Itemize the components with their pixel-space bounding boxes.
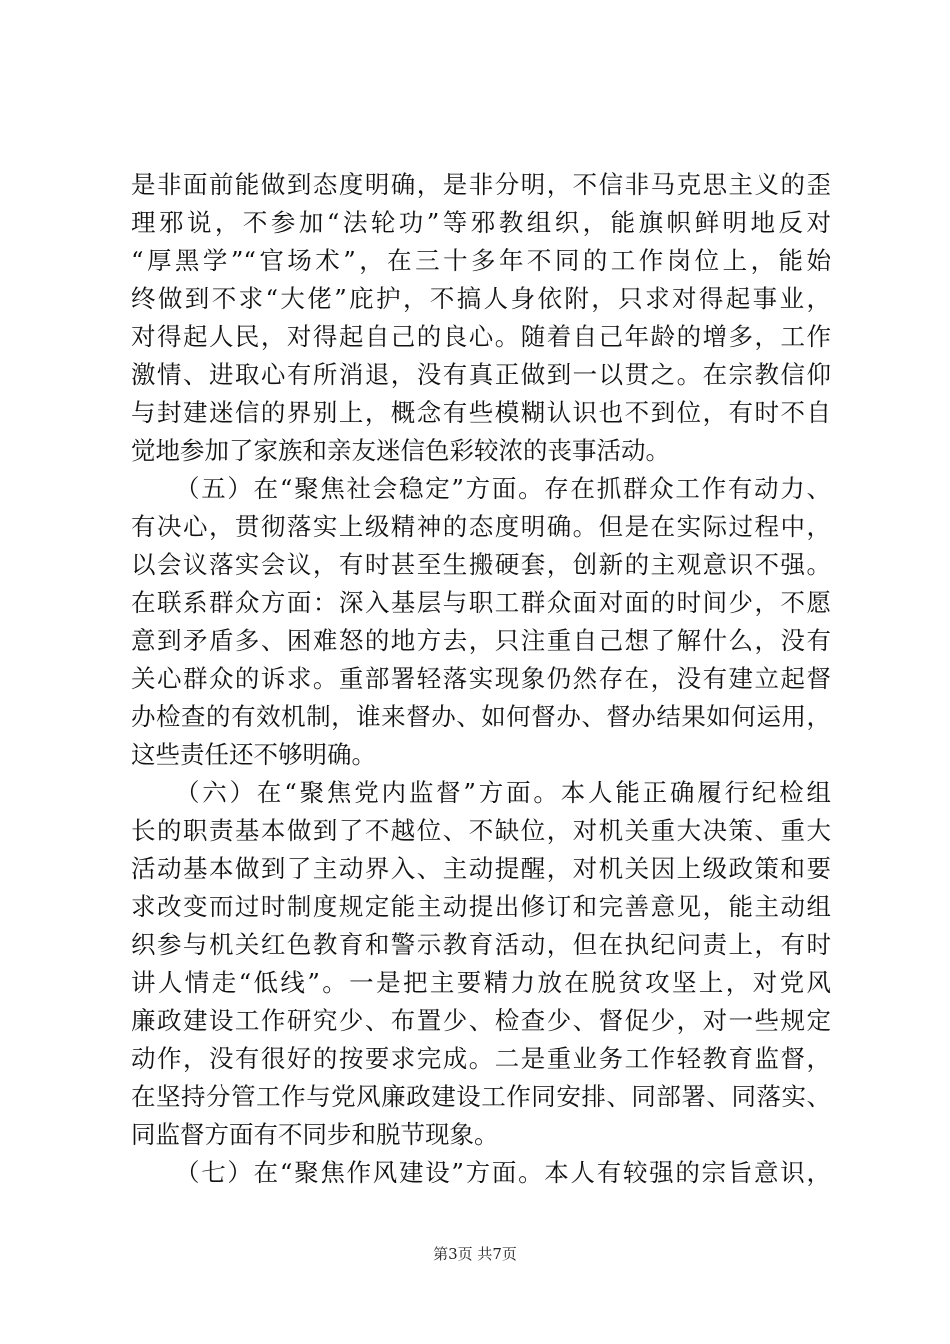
text-line: 织参与机关红色教育和警示教育活动，但在执纪问责上，有时 — [131, 930, 831, 959]
text-line: 办检查的有效机制，谁来督办、如何督办、督办结果如何运用， — [131, 702, 831, 731]
text-line: 对得起人民，对得起自己的良心。随着自己年龄的增多，工作 — [131, 322, 831, 351]
text-line: 意到矛盾多、困难怒的地方去，只注重自己想了解什么，没有 — [131, 626, 831, 655]
text-line: 活动基本做到了主动界入、主动提醒，对机关因上级政策和要 — [131, 854, 831, 883]
paragraph-start-six: （六）在“聚焦党内监督”方面。本人能正确履行纪检组 — [175, 778, 831, 807]
text-line: 理邪说，不参加“法轮功”等邪教组织，能旗帜鲜明地反对 — [131, 208, 831, 237]
text-line: 以会议落实会议，有时甚至生搬硬套，创新的主观意识不强。 — [131, 550, 831, 579]
text-line: 是非面前能做到态度明确，是非分明，不信非马克思主义的歪 — [131, 170, 831, 199]
text-line: 激情、进取心有所消退，没有真正做到一以贯之。在宗教信仰 — [131, 360, 831, 389]
text-line: 这些责任还不够明确。 — [131, 740, 376, 769]
page-number-footer: 第3页 共7页 — [433, 1245, 517, 1263]
text-line: 在坚持分管工作与党风廉政建设工作同安排、同部署、同落实、 — [131, 1082, 831, 1111]
text-line: 廉政建设工作研究少、布置少、检查少、督促少，对一些规定 — [131, 1006, 831, 1035]
text-line: 有决心，贯彻落实上级精神的态度明确。但是在实际过程中， — [131, 512, 831, 541]
text-line: 讲人情走“低线”。一是把主要精力放在脱贫攻坚上，对党风 — [131, 968, 831, 997]
text-line: 在联系群众方面：深入基层与职工群众面对面的时间少，不愿 — [131, 588, 831, 617]
text-line: “厚黑学”“官场术”，在三十多年不同的工作岗位上，能始 — [131, 246, 831, 275]
text-line: 觉地参加了家族和亲友迷信色彩较浓的丧事活动。 — [131, 436, 670, 465]
paragraph-start-seven: （七）在“聚焦作风建设”方面。本人有较强的宗旨意识， — [175, 1158, 831, 1187]
text-line: 同监督方面有不同步和脱节现象。 — [131, 1120, 499, 1149]
paragraph-start-five: （五）在“聚焦社会稳定”方面。存在抓群众工作有动力、 — [175, 474, 831, 503]
text-line: 求改变而过时制度规定能主动提出修订和完善意见，能主动组 — [131, 892, 831, 921]
text-line: 关心群众的诉求。重部署轻落实现象仍然存在，没有建立起督 — [131, 664, 831, 693]
text-line: 终做到不求“大佬”庇护，不搞人身依附，只求对得起事业， — [131, 284, 831, 313]
text-line: 动作，没有很好的按要求完成。二是重业务工作轻教育监督， — [131, 1044, 831, 1073]
text-line: 长的职责基本做到了不越位、不缺位，对机关重大决策、重大 — [131, 816, 831, 845]
text-line: 与封建迷信的界别上，概念有些模糊认识也不到位，有时不自 — [131, 398, 831, 427]
